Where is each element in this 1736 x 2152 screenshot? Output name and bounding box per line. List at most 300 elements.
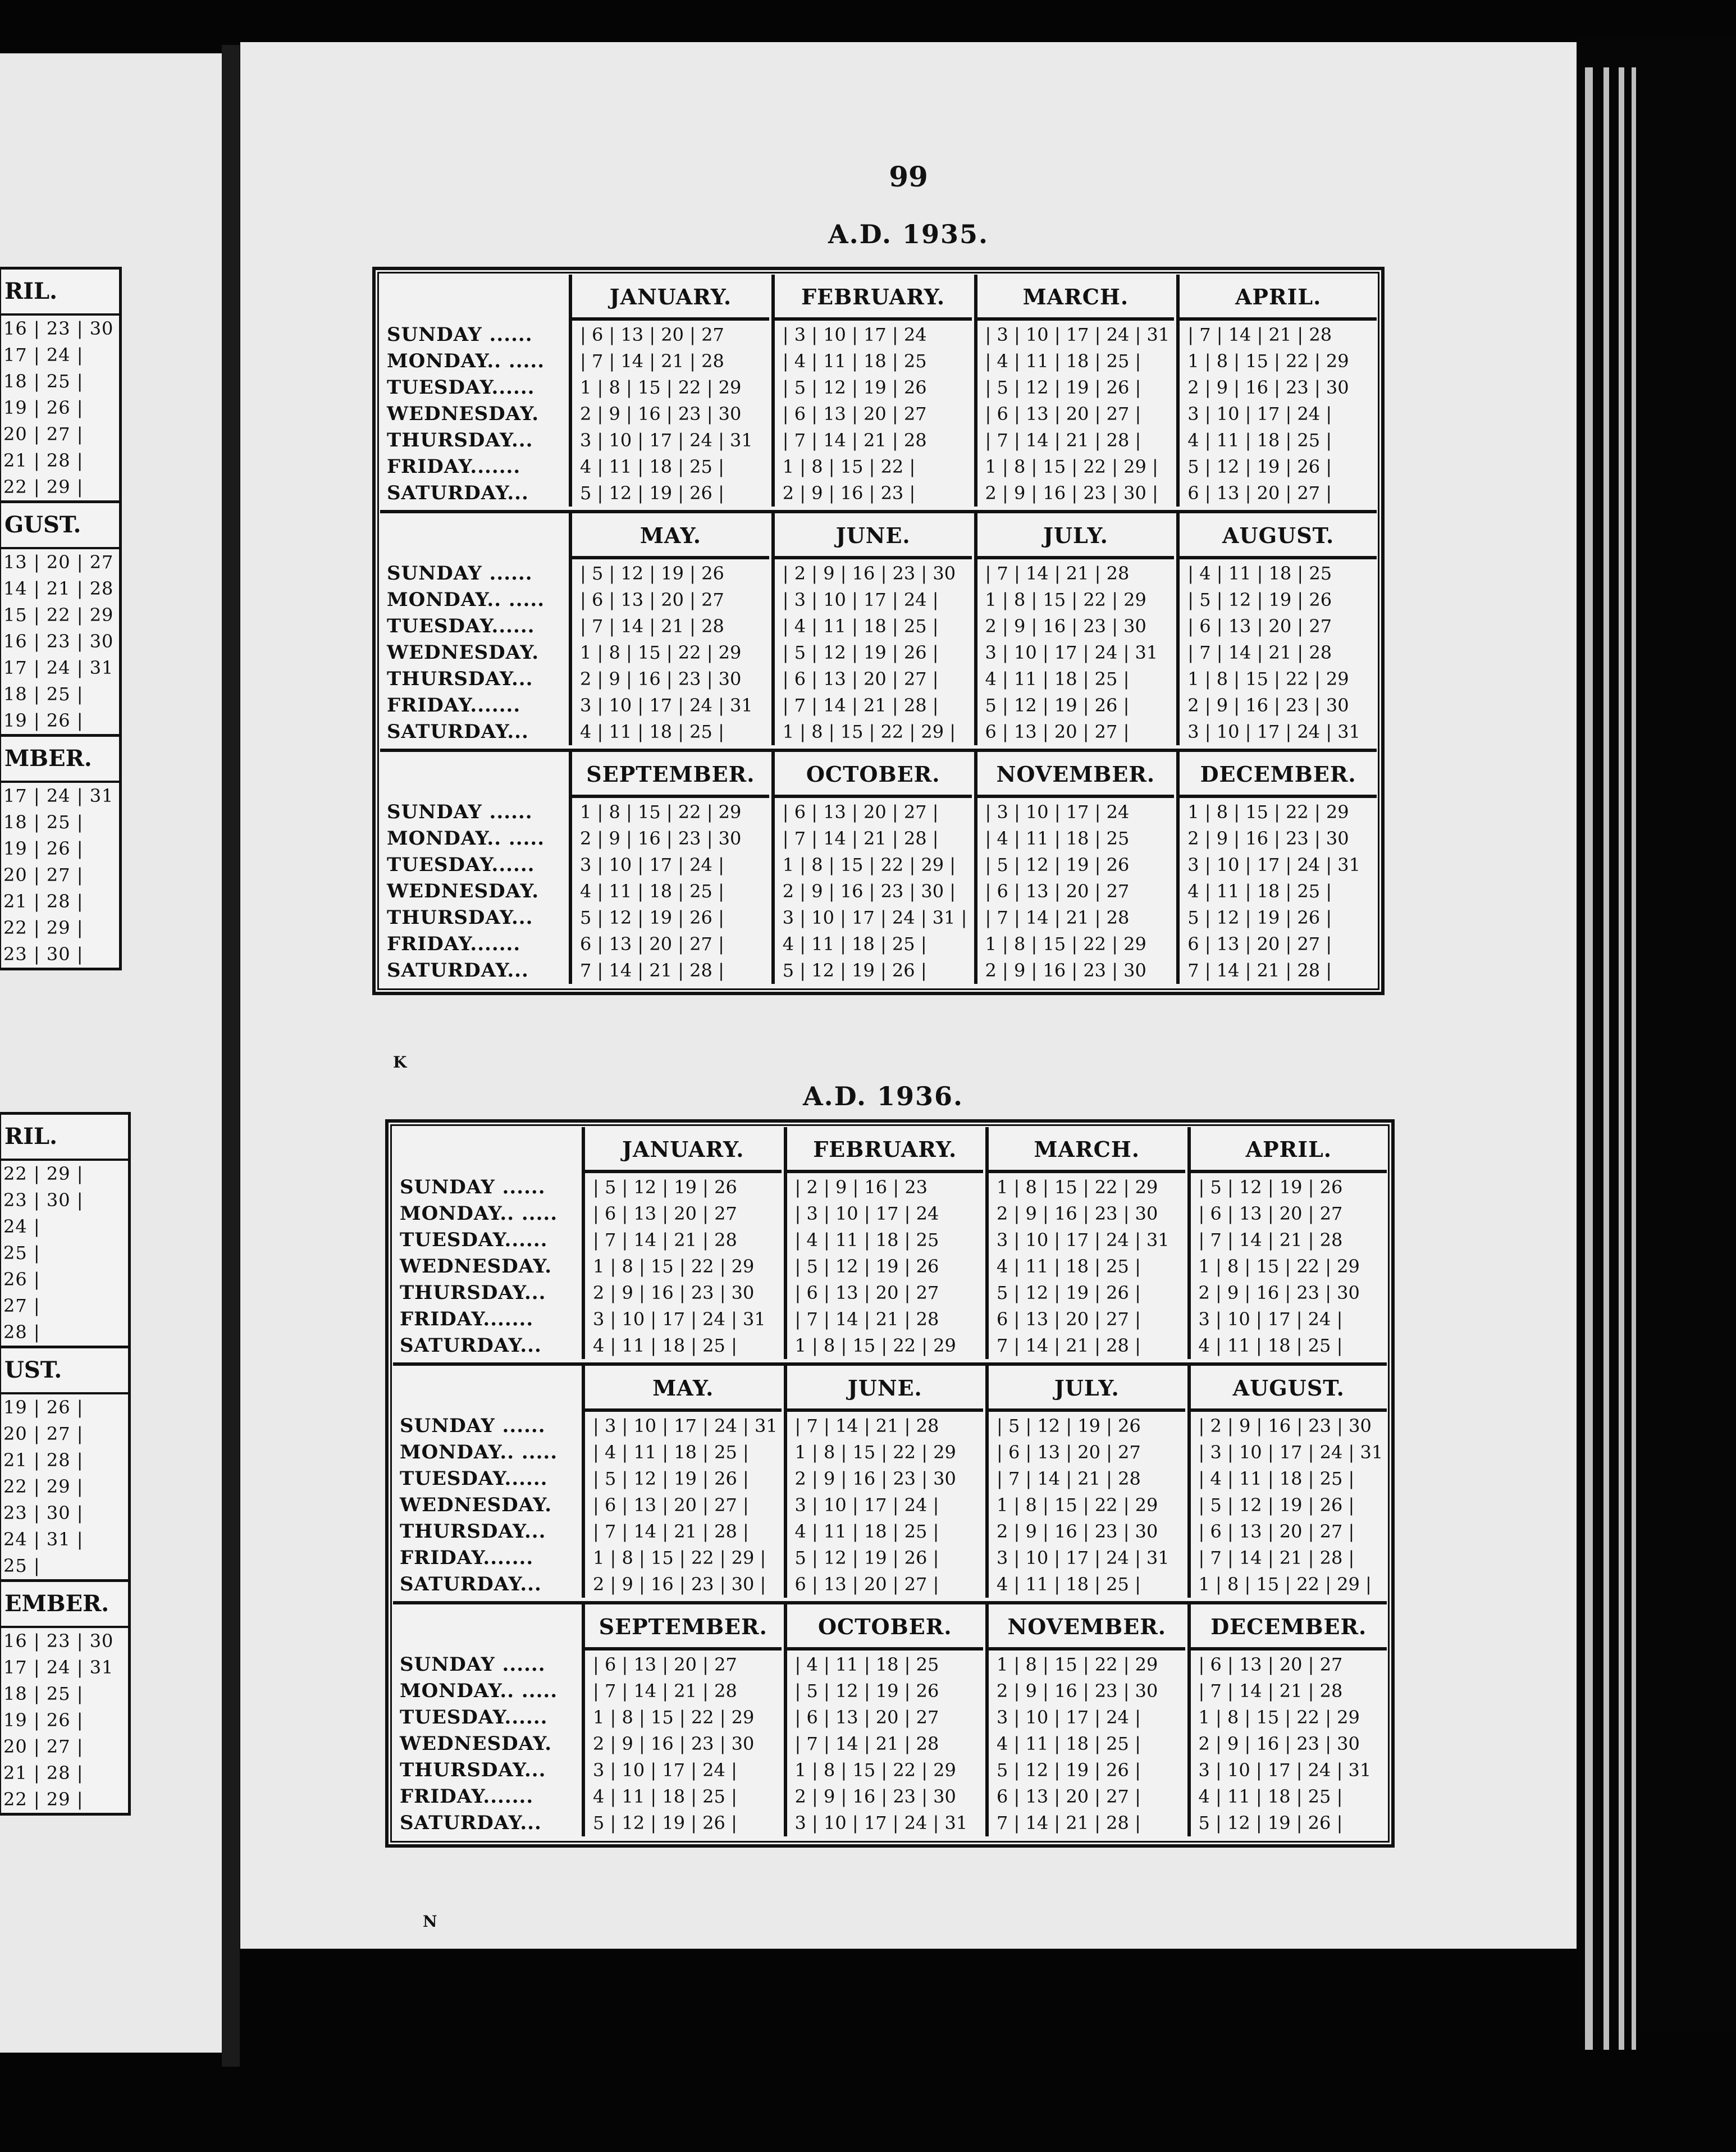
page-number: 99 xyxy=(889,160,928,193)
date-row: | 7 | 14 | 21 | 28 xyxy=(580,350,724,372)
date-row: | 6 | 13 | 20 | 27 xyxy=(997,1442,1141,1463)
book-edge xyxy=(1577,34,1736,2033)
weekday-label: THURSDAY... xyxy=(400,1282,546,1304)
date-row: | 6 | 13 | 20 | 27 xyxy=(593,1203,737,1224)
date-row: 1 | 8 | 15 | 22 | 29 xyxy=(997,1494,1158,1516)
date-row: 4 | 11 | 18 | 25 | xyxy=(1198,1786,1343,1807)
month-name: NOVEMBER. xyxy=(989,1604,1185,1651)
month-name: JUNE. xyxy=(775,513,972,559)
date-row: 3 | 10 | 17 | 24 | 31 xyxy=(580,695,753,716)
date-row: | 6 | 13 | 20 | 27 | xyxy=(782,668,939,690)
date-row: 2 | 9 | 16 | 23 | 30 xyxy=(1198,1733,1360,1754)
fragment-block xyxy=(0,1115,128,1348)
quarter-block xyxy=(380,752,1377,987)
weekday-label: TUESDAY...... xyxy=(400,1706,548,1729)
month-column xyxy=(771,275,972,507)
month-name: DECEMBER. xyxy=(1180,752,1377,798)
date-row: | 5 | 12 | 19 | 26 xyxy=(580,563,724,584)
date-row: 7 | 14 | 21 | 28 | xyxy=(580,960,724,981)
weekday-label: WEDNESDAY. xyxy=(400,1732,552,1755)
fragment-month-name: MBER. xyxy=(0,737,119,783)
fragment-date-row: 22 | 29 | xyxy=(3,1163,84,1184)
date-row: | 4 | 11 | 18 | 25 xyxy=(794,1654,939,1675)
date-row: 4 | 11 | 18 | 25 | xyxy=(1187,881,1332,902)
weekday-labels xyxy=(380,322,567,507)
fragment-block xyxy=(0,737,119,968)
fragment-month-name: EMBER. xyxy=(0,1582,128,1628)
month-name: JANUARY. xyxy=(572,275,769,321)
month-name: MAY. xyxy=(585,1366,782,1412)
weekday-label: MONDAY.. ..... xyxy=(387,827,545,850)
fragment-date-row: 25 | xyxy=(3,1242,40,1264)
weekday-label: SATURDAY... xyxy=(387,721,529,743)
fragment-date-row: 21 | 28 | xyxy=(3,1449,84,1471)
fragment-block xyxy=(0,1348,128,1582)
month-column xyxy=(569,275,769,507)
signature-mark-n: N xyxy=(423,1912,437,1931)
date-row: | 2 | 9 | 16 | 23 xyxy=(794,1177,928,1198)
date-row: | 6 | 13 | 20 | 27 xyxy=(1187,615,1332,637)
quarter-block xyxy=(393,1366,1387,1604)
date-row: 2 | 9 | 16 | 23 | 30 | xyxy=(985,482,1158,504)
month-name: FEBRUARY. xyxy=(787,1127,984,1173)
month-column xyxy=(1187,1604,1387,1836)
date-row: 5 | 12 | 19 | 26 | xyxy=(794,1547,939,1569)
date-row: 1 | 8 | 15 | 22 | 29 | xyxy=(985,456,1158,477)
fragment-date-row: 18 | 25 | xyxy=(3,811,84,833)
date-row: 1 | 8 | 15 | 22 | 29 xyxy=(1198,1707,1360,1728)
fragment-date-row: 22 | 29 | xyxy=(3,1476,84,1497)
month-column xyxy=(582,1604,782,1836)
date-row: 3 | 10 | 17 | 24 | xyxy=(1187,403,1332,425)
date-row: | 6 | 13 | 20 | 27 xyxy=(782,403,927,425)
month-column xyxy=(1176,275,1377,507)
date-row: 2 | 9 | 16 | 23 | 30 xyxy=(985,615,1146,637)
quarter-block xyxy=(393,1127,1387,1366)
date-row: | 7 | 14 | 21 | 28 | xyxy=(1198,1547,1355,1569)
date-row: | 7 | 14 | 21 | 28 xyxy=(1187,642,1332,663)
date-row: | 6 | 13 | 20 | 27 xyxy=(794,1282,939,1303)
fragment-date-row: 17 | 24 | 31 xyxy=(3,785,114,806)
date-row: 1 | 8 | 15 | 22 | 29 xyxy=(997,1177,1158,1198)
month-name: JANUARY. xyxy=(585,1127,782,1173)
year-title-1936: A.D. 1936. xyxy=(802,1081,964,1111)
fragment-date-row: 20 | 27 | xyxy=(3,1736,84,1757)
date-row: 1 | 8 | 15 | 22 | 29 | xyxy=(782,721,956,742)
month-column xyxy=(985,1127,1185,1359)
date-row: 1 | 8 | 15 | 22 | 29 xyxy=(593,1707,755,1728)
date-row: 5 | 12 | 19 | 26 | xyxy=(1187,907,1332,928)
date-row: 5 | 12 | 19 | 26 | xyxy=(1187,456,1332,477)
month-column xyxy=(569,752,769,984)
date-row: | 5 | 12 | 19 | 26 | xyxy=(1198,1494,1355,1516)
fragment-month-name: GUST. xyxy=(0,503,119,549)
date-row: 2 | 9 | 16 | 23 | 30 xyxy=(794,1786,956,1807)
date-row: | 7 | 14 | 21 | 28 | xyxy=(985,430,1141,451)
date-row: 1 | 8 | 15 | 22 | 29 xyxy=(997,1654,1158,1675)
date-row: 2 | 9 | 16 | 23 | xyxy=(782,482,916,504)
month-name: JULY. xyxy=(977,513,1175,559)
date-row: 3 | 10 | 17 | 24 | 31 xyxy=(1187,854,1360,876)
date-row: | 2 | 9 | 16 | 23 | 30 xyxy=(782,563,956,584)
date-row: 1 | 8 | 15 | 22 | 29 xyxy=(580,642,742,663)
weekday-labels xyxy=(393,1413,579,1598)
date-row: 2 | 9 | 16 | 23 | 30 xyxy=(997,1521,1158,1542)
month-column xyxy=(784,1127,984,1359)
month-column xyxy=(1176,513,1377,745)
weekday-label: FRIDAY....... xyxy=(387,933,521,955)
date-row: 1 | 8 | 15 | 22 | 29 xyxy=(1198,1256,1360,1277)
weekday-label: SUNDAY ...... xyxy=(387,801,533,823)
quarter-block xyxy=(380,513,1377,752)
fragment-date-row: 21 | 28 | xyxy=(3,1762,84,1784)
weekday-label: THURSDAY... xyxy=(400,1759,546,1781)
fragment-date-row: 19 | 26 | xyxy=(3,397,84,418)
date-row: 1 | 8 | 15 | 22 | 29 | xyxy=(593,1547,766,1569)
date-row: | 6 | 13 | 20 | 27 xyxy=(1198,1203,1343,1224)
fragment-date-row: 23 | 30 | xyxy=(3,1502,84,1524)
date-row: | 6 | 13 | 20 | 27 | xyxy=(782,801,939,823)
date-row: 4 | 11 | 18 | 25 | xyxy=(997,1733,1141,1754)
date-row: | 3 | 10 | 17 | 24 | 31 xyxy=(1198,1442,1383,1463)
month-name: APRIL. xyxy=(1191,1127,1387,1173)
weekday-label: TUESDAY...... xyxy=(400,1467,548,1490)
date-row: | 5 | 12 | 19 | 26 xyxy=(1198,1177,1343,1198)
month-name: FEBRUARY. xyxy=(775,275,972,321)
weekday-label: MONDAY.. ..... xyxy=(400,1680,558,1702)
weekday-label: MONDAY.. ..... xyxy=(387,589,545,611)
date-row: 1 | 8 | 15 | 22 | 29 | xyxy=(782,854,956,876)
weekday-label: SATURDAY... xyxy=(387,959,529,982)
weekday-label: THURSDAY... xyxy=(387,668,533,690)
date-row: | 6 | 13 | 20 | 27 | xyxy=(985,403,1141,425)
date-row: | 7 | 14 | 21 | 28 xyxy=(1198,1680,1343,1702)
fragment-date-row: 17 | 24 | xyxy=(3,344,84,366)
date-row: 3 | 10 | 17 | 24 | 31 xyxy=(985,642,1158,663)
date-row: 1 | 8 | 15 | 22 | 29 xyxy=(580,801,742,823)
date-row: 7 | 14 | 21 | 28 | xyxy=(997,1812,1141,1834)
date-row: | 3 | 10 | 17 | 24 | 31 xyxy=(593,1415,778,1437)
weekday-label: FRIDAY....... xyxy=(400,1308,534,1330)
month-name: MAY. xyxy=(572,513,769,559)
fragment-date-row: 24 | xyxy=(3,1216,40,1237)
year-title-1935: A.D. 1935. xyxy=(828,219,989,249)
month-name: NOVEMBER. xyxy=(977,752,1175,798)
date-row: 5 | 12 | 19 | 26 | xyxy=(1198,1812,1343,1834)
month-name: AUGUST. xyxy=(1180,513,1377,559)
month-name: APRIL. xyxy=(1180,275,1377,321)
fragment-date-row: 20 | 27 | xyxy=(3,423,84,445)
date-row: 3 | 10 | 17 | 24 | 31 xyxy=(593,1308,766,1330)
month-name: AUGUST. xyxy=(1191,1366,1387,1412)
book-gutter xyxy=(222,45,240,2067)
month-column xyxy=(771,513,972,745)
date-row: | 2 | 9 | 16 | 23 | 30 xyxy=(1198,1415,1372,1437)
fragment-date-row: 24 | 31 | xyxy=(3,1529,84,1550)
date-row: 6 | 13 | 20 | 27 | xyxy=(997,1786,1141,1807)
date-row: | 7 | 14 | 21 | 28 | xyxy=(593,1521,749,1542)
date-row: 1 | 8 | 15 | 22 | 29 xyxy=(1187,350,1349,372)
date-row: 5 | 12 | 19 | 26 | xyxy=(985,695,1130,716)
date-row: | 7 | 14 | 21 | 28 xyxy=(985,563,1130,584)
date-row: 3 | 10 | 17 | 24 | xyxy=(997,1707,1141,1728)
month-name: DECEMBER. xyxy=(1191,1604,1387,1651)
date-row: 5 | 12 | 19 | 26 | xyxy=(580,482,724,504)
fragment-date-row: 13 | 20 | 27 xyxy=(3,551,114,573)
fragment-date-row: 18 | 25 | xyxy=(3,371,84,392)
fragment-date-row: 25 | xyxy=(3,1555,40,1576)
month-column xyxy=(771,752,972,984)
date-row: 4 | 11 | 18 | 25 | xyxy=(593,1786,737,1807)
weekday-label: MONDAY.. ..... xyxy=(400,1202,558,1225)
fragment-date-row: 19 | 26 | xyxy=(3,1397,84,1418)
date-row: 1 | 8 | 15 | 22 | 29 xyxy=(794,1335,956,1356)
fragment-date-row: 20 | 27 | xyxy=(3,1423,84,1444)
month-name: OCTOBER. xyxy=(787,1604,984,1651)
fragment-date-row: 19 | 26 | xyxy=(3,710,84,731)
fragment-date-row: 27 | xyxy=(3,1295,40,1316)
weekday-label: SATURDAY... xyxy=(400,1812,542,1834)
date-row: | 4 | 11 | 18 | 25 | xyxy=(593,1442,749,1463)
date-row: 2 | 9 | 16 | 23 | 30 xyxy=(580,668,742,690)
date-row: 5 | 12 | 19 | 26 | xyxy=(997,1759,1141,1781)
date-row: 2 | 9 | 16 | 23 | 30 xyxy=(1187,695,1349,716)
fragment-date-row: 19 | 26 | xyxy=(3,1709,84,1731)
month-column xyxy=(784,1604,984,1836)
date-row: 6 | 13 | 20 | 27 | xyxy=(985,721,1130,742)
year-calendar-1935 xyxy=(372,267,1385,995)
weekday-labels xyxy=(393,1652,579,1836)
month-column xyxy=(1176,752,1377,984)
date-row: 2 | 9 | 16 | 23 | 30 xyxy=(985,960,1146,981)
date-row: 4 | 11 | 18 | 25 | xyxy=(782,933,927,955)
fragment-date-row: 20 | 27 | xyxy=(3,864,84,886)
fragment-date-row: 18 | 25 | xyxy=(3,1683,84,1704)
date-row: 2 | 9 | 16 | 23 | 30 xyxy=(580,828,742,849)
weekday-label: SUNDAY ...... xyxy=(387,323,533,346)
weekday-label: SATURDAY... xyxy=(387,482,529,504)
date-row: | 7 | 14 | 21 | 28 xyxy=(580,615,724,637)
date-row: 4 | 11 | 18 | 25 | xyxy=(1187,430,1332,451)
month-name: SEPTEMBER. xyxy=(572,752,769,798)
date-row: | 7 | 14 | 21 | 28 xyxy=(794,1415,939,1437)
date-row: | 3 | 10 | 17 | 24 xyxy=(985,801,1130,823)
date-row: | 3 | 10 | 17 | 24 | xyxy=(782,589,939,610)
quarter-block xyxy=(380,275,1377,513)
date-row: | 5 | 12 | 19 | 26 xyxy=(1187,589,1332,610)
weekday-label: FRIDAY....... xyxy=(400,1547,534,1569)
month-name: SEPTEMBER. xyxy=(585,1604,782,1651)
date-row: 2 | 9 | 16 | 23 | 30 | xyxy=(782,881,956,902)
month-column xyxy=(582,1366,782,1598)
date-row: | 4 | 11 | 18 | 25 | xyxy=(985,350,1141,372)
fragment-date-row: 22 | 29 | xyxy=(3,476,84,498)
date-row: 3 | 10 | 17 | 24 | 31 xyxy=(997,1229,1169,1251)
date-row: 2 | 9 | 16 | 23 | 30 | xyxy=(593,1574,766,1595)
date-row: | 7 | 14 | 21 | 28 | xyxy=(782,695,939,716)
date-row: 7 | 14 | 21 | 28 | xyxy=(1187,960,1332,981)
date-row: | 7 | 14 | 21 | 28 | xyxy=(782,828,939,849)
date-row: 4 | 11 | 18 | 25 | xyxy=(985,668,1130,690)
weekday-label: WEDNESDAY. xyxy=(387,880,540,902)
fragment-date-row: 22 | 29 | xyxy=(3,917,84,938)
fragment-date-row: 22 | 29 | xyxy=(3,1789,84,1810)
weekday-label: FRIDAY....... xyxy=(400,1785,534,1808)
date-row: | 5 | 12 | 19 | 26 | xyxy=(985,377,1141,398)
fragment-date-row: 15 | 22 | 29 xyxy=(3,604,114,626)
weekday-label: SUNDAY ...... xyxy=(400,1176,546,1198)
date-row: 1 | 8 | 15 | 22 | 29 xyxy=(985,933,1146,955)
date-row: 1 | 8 | 15 | 22 | 29 xyxy=(580,377,742,398)
date-row: 5 | 12 | 19 | 26 | xyxy=(997,1282,1141,1303)
date-row: 2 | 9 | 16 | 23 | 30 xyxy=(593,1733,755,1754)
date-row: 2 | 9 | 16 | 23 | 30 xyxy=(997,1203,1158,1224)
fragment-date-row: 17 | 24 | 31 xyxy=(3,1657,114,1678)
fragment-block xyxy=(0,503,119,737)
date-row: 4 | 11 | 18 | 25 | xyxy=(580,881,724,902)
date-row: 7 | 14 | 21 | 28 | xyxy=(997,1335,1141,1356)
date-row: | 5 | 12 | 19 | 26 | xyxy=(782,642,939,663)
fragment-month-name: UST. xyxy=(0,1348,128,1394)
date-row: | 4 | 11 | 18 | 25 xyxy=(1187,563,1332,584)
date-row: 1 | 8 | 15 | 22 | 29 xyxy=(985,589,1146,610)
fragment-block xyxy=(0,1582,128,1813)
weekday-label: SUNDAY ...... xyxy=(400,1415,546,1437)
date-row: 4 | 11 | 18 | 25 | xyxy=(580,721,724,742)
weekday-label: MONDAY.. ..... xyxy=(387,350,545,372)
weekday-label: TUESDAY...... xyxy=(387,615,535,637)
date-row: 6 | 13 | 20 | 27 | xyxy=(1187,933,1332,955)
fragment-date-row: 23 | 30 | xyxy=(3,943,84,965)
date-row: | 3 | 10 | 17 | 24 | 31 xyxy=(985,324,1170,345)
weekday-label: MONDAY.. ..... xyxy=(400,1441,558,1463)
weekday-label: THURSDAY... xyxy=(400,1520,546,1543)
month-column xyxy=(974,513,1175,745)
fragment-block xyxy=(0,270,119,503)
date-row: 2 | 9 | 16 | 23 | 30 xyxy=(1187,828,1349,849)
date-row: 5 | 12 | 19 | 26 | xyxy=(782,960,927,981)
weekday-label: TUESDAY...... xyxy=(387,376,535,399)
weekday-label: TUESDAY...... xyxy=(400,1229,548,1251)
month-column xyxy=(985,1366,1185,1598)
date-row: | 5 | 12 | 19 | 26 xyxy=(794,1680,939,1702)
weekday-label: WEDNESDAY. xyxy=(400,1255,552,1278)
date-row: 1 | 8 | 15 | 22 | 29 xyxy=(794,1759,956,1781)
date-row: 5 | 12 | 19 | 26 | xyxy=(580,907,724,928)
date-row: 4 | 11 | 18 | 25 | xyxy=(593,1335,737,1356)
date-row: | 5 | 12 | 19 | 26 | xyxy=(593,1468,749,1489)
date-row: 3 | 10 | 17 | 24 | xyxy=(1198,1308,1343,1330)
quarter-block xyxy=(393,1604,1387,1840)
date-row: 3 | 10 | 17 | 24 | xyxy=(580,854,724,876)
fragment-date-row: 16 | 23 | 30 xyxy=(3,631,114,652)
weekday-label: THURSDAY... xyxy=(387,429,533,452)
date-row: | 4 | 11 | 18 | 25 xyxy=(985,828,1130,849)
month-name: JUNE. xyxy=(787,1366,984,1412)
previous-page-calendar-1936 xyxy=(0,1112,131,1816)
date-row: | 7 | 14 | 21 | 28 xyxy=(997,1468,1141,1489)
month-name: OCTOBER. xyxy=(775,752,972,798)
weekday-label: SATURDAY... xyxy=(400,1573,542,1595)
weekday-label: WEDNESDAY. xyxy=(387,641,540,664)
previous-page-fragment xyxy=(0,53,222,2053)
date-row: | 6 | 13 | 20 | 27 | xyxy=(593,1494,749,1516)
weekday-label: TUESDAY...... xyxy=(387,854,535,876)
date-row: 2 | 9 | 16 | 23 | 30 xyxy=(1187,377,1349,398)
date-row: | 7 | 14 | 21 | 28 xyxy=(794,1733,939,1754)
month-column xyxy=(569,513,769,745)
date-row: | 6 | 13 | 20 | 27 xyxy=(593,1654,737,1675)
date-row: | 4 | 11 | 18 | 25 xyxy=(782,350,927,372)
date-row: 6 | 13 | 20 | 27 | xyxy=(580,933,724,955)
date-row: 2 | 9 | 16 | 23 | 30 xyxy=(580,403,742,425)
date-row: | 5 | 12 | 19 | 26 xyxy=(985,854,1130,876)
date-row: 6 | 13 | 20 | 27 | xyxy=(794,1574,939,1595)
weekday-labels xyxy=(380,799,567,984)
fragment-date-row: 17 | 24 | 31 xyxy=(3,657,114,678)
date-row: 6 | 13 | 20 | 27 | xyxy=(1187,482,1332,504)
calendar-page xyxy=(240,42,1577,1949)
date-row: 2 | 9 | 16 | 23 | 30 xyxy=(794,1468,956,1489)
weekday-label: THURSDAY... xyxy=(387,906,533,929)
fragment-date-row: 18 | 25 | xyxy=(3,683,84,705)
month-name: JULY. xyxy=(989,1366,1185,1412)
year-calendar-1936 xyxy=(385,1119,1395,1848)
month-name: MARCH. xyxy=(977,275,1175,321)
weekday-label: SUNDAY ...... xyxy=(400,1653,546,1676)
date-row: 1 | 8 | 15 | 22 | xyxy=(782,456,916,477)
date-row: | 7 | 14 | 21 | 28 xyxy=(593,1229,737,1251)
date-row: | 3 | 10 | 17 | 24 xyxy=(794,1203,939,1224)
month-column xyxy=(974,275,1175,507)
fragment-date-row: 16 | 23 | 30 xyxy=(3,1630,114,1652)
month-column xyxy=(784,1366,984,1598)
date-row: | 6 | 13 | 20 | 27 xyxy=(580,324,724,345)
date-row: | 6 | 13 | 20 | 27 xyxy=(985,881,1130,902)
date-row: 4 | 11 | 18 | 25 | xyxy=(1198,1335,1343,1356)
previous-page-calendar-1935 xyxy=(0,267,122,970)
date-row: | 3 | 10 | 17 | 24 xyxy=(782,324,927,345)
date-row: | 6 | 13 | 20 | 27 xyxy=(794,1707,939,1728)
date-row: | 6 | 13 | 20 | 27 | xyxy=(1198,1521,1355,1542)
date-row: | 7 | 14 | 21 | 28 xyxy=(1198,1229,1343,1251)
date-row: 1 | 8 | 15 | 22 | 29 | xyxy=(1198,1574,1372,1595)
date-row: 3 | 10 | 17 | 24 | 31 xyxy=(1198,1759,1372,1781)
month-column xyxy=(582,1127,782,1359)
weekday-label: SATURDAY... xyxy=(400,1334,542,1357)
date-row: | 4 | 11 | 18 | 25 | xyxy=(782,615,939,637)
month-name: MARCH. xyxy=(989,1127,1185,1173)
fragment-date-row: 21 | 28 | xyxy=(3,450,84,471)
weekday-label: WEDNESDAY. xyxy=(400,1494,552,1516)
date-row: | 7 | 14 | 21 | 28 xyxy=(593,1680,737,1702)
date-row: 3 | 10 | 17 | 24 | 31 xyxy=(997,1547,1169,1569)
weekday-label: WEDNESDAY. xyxy=(387,403,540,425)
month-column xyxy=(1187,1127,1387,1359)
date-row: 1 | 8 | 15 | 22 | 29 xyxy=(593,1256,755,1277)
fragment-date-row: 28 | xyxy=(3,1321,40,1343)
date-row: 3 | 10 | 17 | 24 | 31 xyxy=(1187,721,1360,742)
date-row: | 5 | 12 | 19 | 26 xyxy=(782,377,927,398)
date-row: 5 | 12 | 19 | 26 | xyxy=(593,1812,737,1834)
date-row: 3 | 10 | 17 | 24 | xyxy=(593,1759,737,1781)
date-row: | 7 | 14 | 21 | 28 xyxy=(985,907,1130,928)
date-row: | 5 | 12 | 19 | 26 xyxy=(794,1256,939,1277)
date-row: | 6 | 13 | 20 | 27 xyxy=(580,589,724,610)
date-row: | 6 | 13 | 20 | 27 xyxy=(1198,1654,1343,1675)
month-column xyxy=(1187,1366,1387,1598)
date-row: | 5 | 12 | 19 | 26 xyxy=(997,1415,1141,1437)
